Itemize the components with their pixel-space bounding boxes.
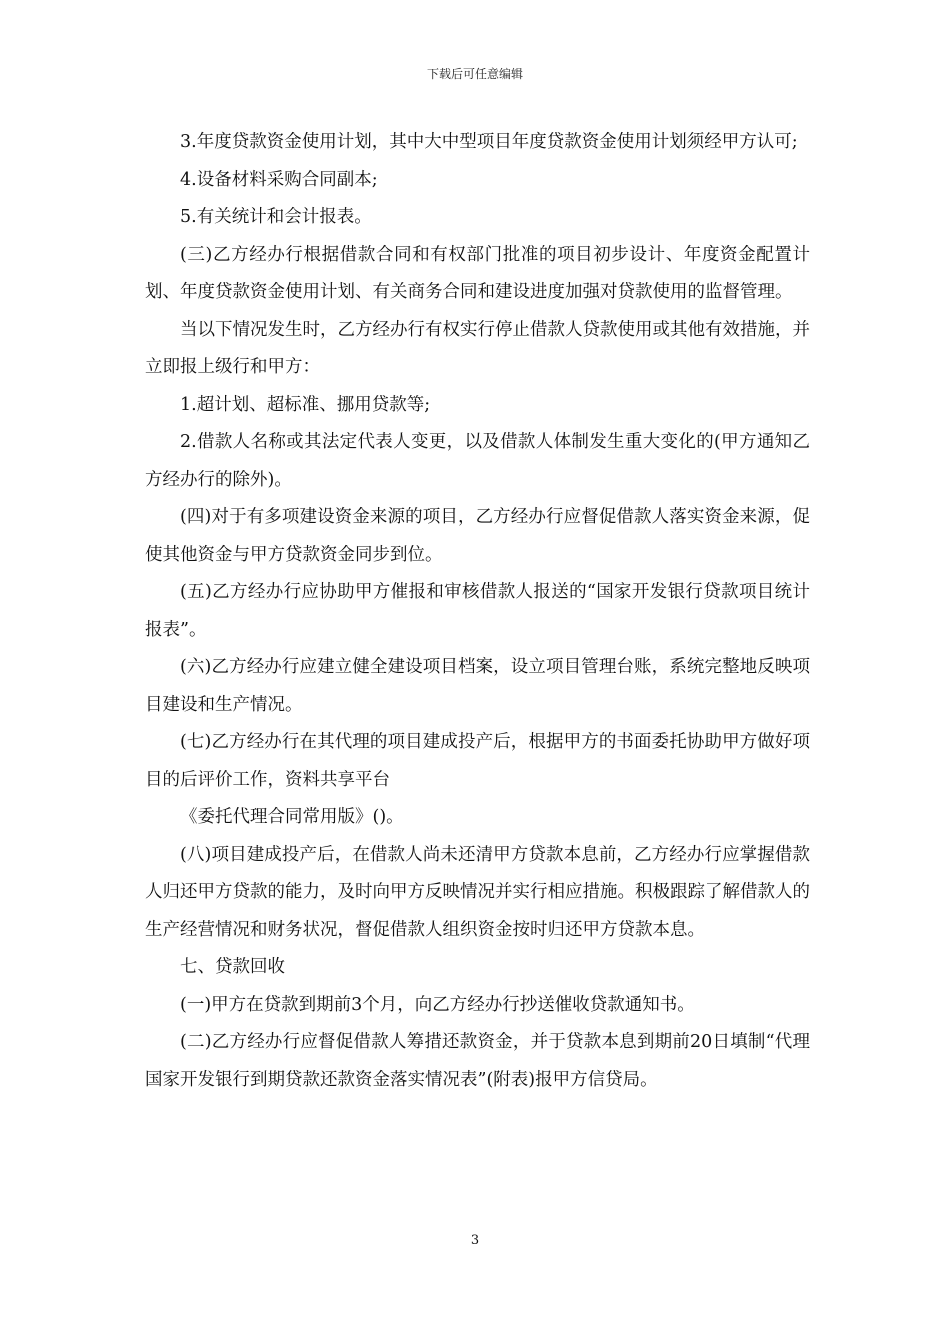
paragraph: 1.超计划、超标准、挪用贷款等; xyxy=(180,394,431,415)
paragraph: (三)乙方经办行根据借款合同和有权部门批准的项目初步设计、年度资金配置计划、年度贷款资金使用计划、有关商务合同和建设进度加强对贷款使用的监督管理。 xyxy=(145,244,810,302)
section-heading: 七、贷款回收 xyxy=(180,957,285,977)
paragraph: (一)甲方在贷款到期前3个月，向乙方经办行抄送催收贷款通知书。 xyxy=(180,994,695,1015)
page-header: 下载后可任意编辑 xyxy=(426,67,523,81)
paragraph: 5.有关统计和会计报表。 xyxy=(180,207,372,227)
paragraph: (七)乙方经办行在其代理的项目建成投产后，根据甲方的书面委托协助甲方做好项目的后评价工作，资料共享平台 xyxy=(145,732,810,790)
paragraph: (二)乙方经办行应督促借款人筹措还款资金，并于贷款本息到期前20日填制“代理国家开发银行到期贷款还款资金落实情况表”(附表)报甲方信贷局。 xyxy=(145,1032,810,1090)
paragraph: (五)乙方经办行应协助甲方催报和审核借款人报送的“国家开发银行贷款项目统计报表”。 xyxy=(145,582,810,640)
document-body xyxy=(145,124,810,1099)
paragraph: 当以下情况发生时，乙方经办行有权实行停止借款人贷款使用或其他有效措施，并立即报上级行和甲方： xyxy=(145,319,810,377)
paragraph: 《委托代理合同常用版》()。 xyxy=(180,807,404,827)
paragraph: (六)乙方经办行应建立健全建设项目档案，设立项目管理台账，系统完整地反映项目建设和生产情况。 xyxy=(145,657,810,715)
paragraph: (四)对于有多项建设资金来源的项目，乙方经办行应督促借款人落实资金来源，促使其他资金与甲方贷款资金同步到位。 xyxy=(145,507,810,565)
paragraph: 2.借款人名称或其法定代表人变更，以及借款人体制发生重大变化的(甲方通知乙方经办行的除外)。 xyxy=(145,432,810,490)
paragraph: 3.年度贷款资金使用计划，其中大中型项目年度贷款资金使用计划须经甲方认可; xyxy=(180,132,798,152)
page-number: 3 xyxy=(470,1233,480,1248)
paragraph: 4.设备材料采购合同副本; xyxy=(180,169,378,190)
paragraph: (八)项目建成投产后，在借款人尚未还清甲方贷款本息前，乙方经办行应掌握借款人归还甲方贷款的能力，及时向甲方反映情况并实行相应措施。积极跟踪了解借款人的生产经营情况和财务状况，督促借款人组织资金按时归还甲方贷款本息。 xyxy=(145,844,810,940)
